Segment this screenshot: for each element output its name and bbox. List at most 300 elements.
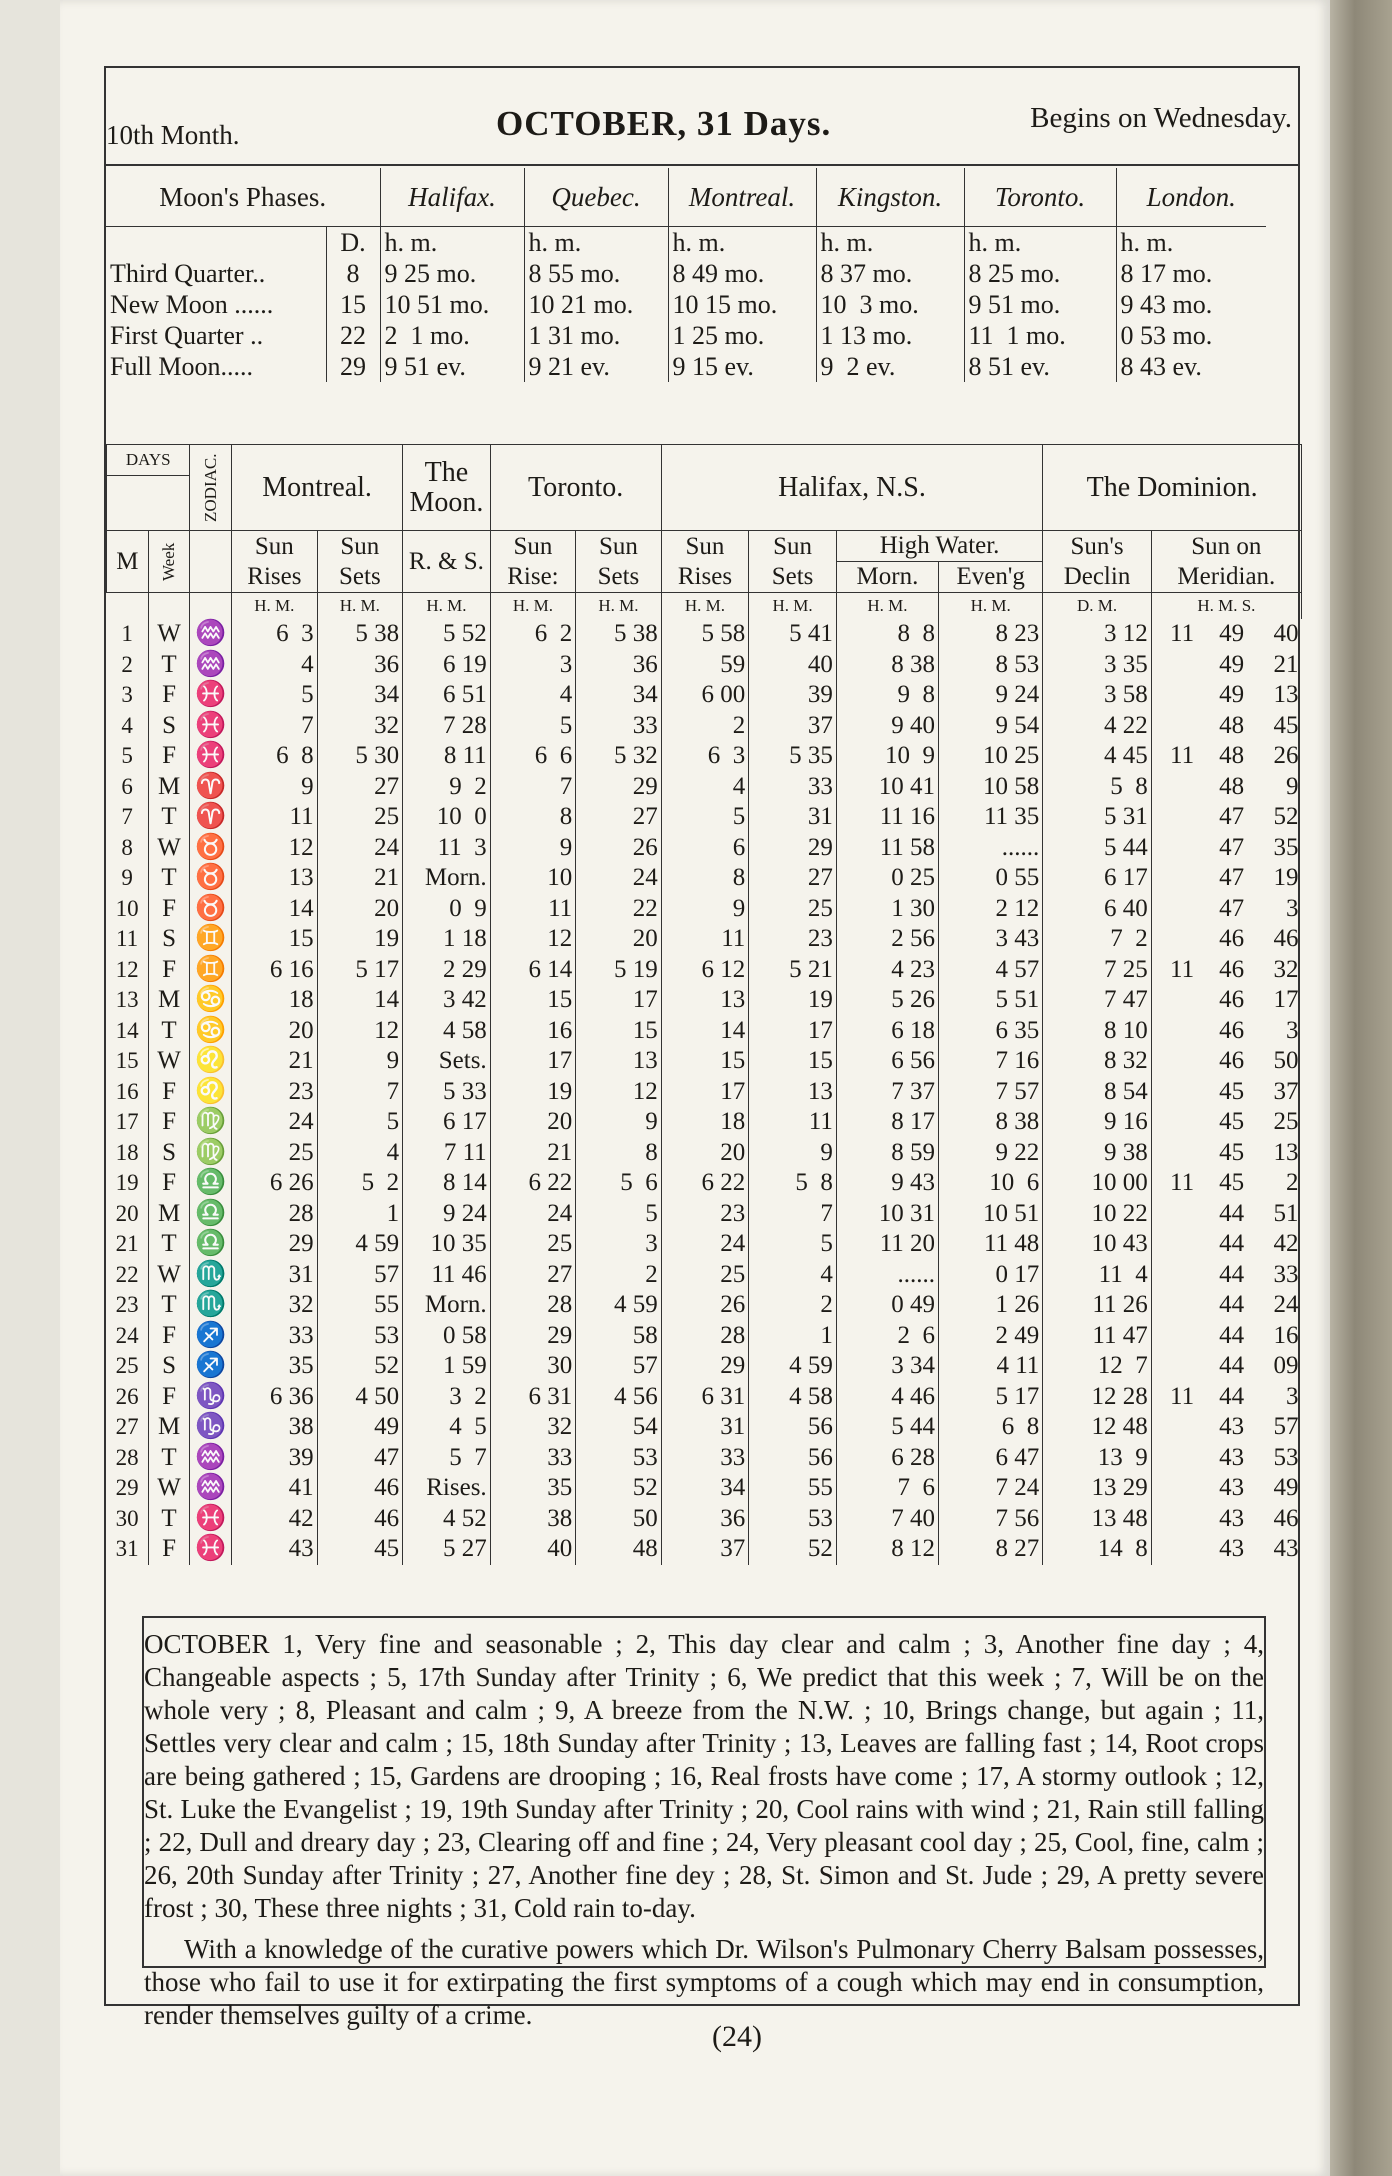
unit: D. M. [1043, 593, 1151, 620]
meridian-second: 37 [1273, 1077, 1299, 1105]
halifax-sunrise: 6 00 [661, 680, 749, 711]
high-water-evening: 2 49 [939, 1321, 1043, 1352]
high-water-morning: 7 37 [836, 1077, 938, 1108]
montreal-sunset: 49 [317, 1412, 403, 1443]
montreal-sunset: 32 [317, 711, 403, 742]
moon-rise-set: 1 59 [403, 1351, 491, 1382]
montreal-rises-header: Sun Rises [232, 531, 318, 593]
phase-time: 2 1 mo. [380, 320, 524, 351]
halifax-sunset: 5 35 [749, 741, 837, 772]
table-row [107, 1443, 1302, 1474]
day-number: 25 [107, 1351, 149, 1382]
high-water-evening: 9 22 [939, 1138, 1043, 1169]
zodiac-sign: ♏ [190, 1260, 232, 1291]
sun-declination: 13 9 [1043, 1443, 1151, 1474]
phase-time-unit: h. m. [380, 227, 524, 259]
day-number: 30 [107, 1504, 149, 1535]
phases-header-montreal: Montreal. [668, 168, 816, 227]
phase-time: 10 15 mo. [668, 289, 816, 320]
day-number: 8 [107, 833, 149, 864]
day-number: 7 [107, 802, 149, 833]
day-number: 9 [107, 863, 149, 894]
montreal-sets-header: Sun Sets [317, 531, 403, 593]
sun-declination: 8 54 [1043, 1077, 1151, 1108]
moon-rise-set: 5 27 [403, 1534, 491, 1565]
zodiac-sign: ♑ [190, 1412, 232, 1443]
moon-rise-set: 6 19 [403, 650, 491, 681]
phase-time: 9 2 ev. [816, 351, 964, 382]
high-water-morning: 10 31 [836, 1199, 938, 1230]
weekday: F [148, 1107, 190, 1138]
meridian-hour [1151, 1351, 1197, 1382]
moon-rise-set: 11 46 [403, 1260, 491, 1291]
weekday: S [148, 1138, 190, 1169]
toronto-sunrise: 4 [490, 680, 576, 711]
weekday: S [148, 711, 190, 742]
halifax-sunset: 53 [749, 1504, 837, 1535]
toronto-header: Toronto. [490, 445, 661, 531]
toronto-sunrise: 19 [490, 1077, 576, 1108]
weekday: F [148, 741, 190, 772]
weekday: T [148, 1504, 190, 1535]
phases-header-london: London. [1116, 168, 1266, 227]
table-row [107, 863, 1302, 894]
sun-declination: 10 22 [1043, 1199, 1151, 1230]
phase-row [106, 258, 1266, 289]
sun-declination: 7 47 [1043, 985, 1151, 1016]
phase-time: 10 51 mo. [380, 289, 524, 320]
zodiac-sign: ♎ [190, 1168, 232, 1199]
moon-rise-set: 4 5 [403, 1412, 491, 1443]
meridian-hour [1151, 1321, 1197, 1352]
moon-rise-set: 5 7 [403, 1443, 491, 1474]
unit: H. M. S. [1151, 593, 1301, 620]
month-number: 10th Month. [106, 120, 240, 150]
phase-time: 0 53 mo. [1120, 321, 1213, 350]
day-number: 13 [107, 985, 149, 1016]
table-row [107, 802, 1302, 833]
meridian-second: 45 [1273, 711, 1299, 739]
phase-time-unit: h. m. [1120, 228, 1174, 257]
month-day-header: M [107, 531, 149, 593]
toronto-sunset: 2 [576, 1260, 662, 1291]
moon-rise-set: 8 11 [403, 741, 491, 772]
high-water-evening: 0 55 [939, 863, 1043, 894]
meridian-hour [1151, 1046, 1197, 1077]
montreal-sunset: 53 [317, 1321, 403, 1352]
toronto-sunset: 13 [576, 1046, 662, 1077]
high-water-evening: 11 48 [939, 1229, 1043, 1260]
moon-rise-set: Morn. [403, 1290, 491, 1321]
halifax-sunset: 39 [749, 680, 837, 711]
meridian-second: 3 [1286, 1016, 1299, 1044]
high-water-evening: 7 57 [939, 1077, 1043, 1108]
halifax-sunset: 56 [749, 1412, 837, 1443]
toronto-sunset: 27 [576, 802, 662, 833]
toronto-sunset: 53 [576, 1443, 662, 1474]
sun-declination: 13 29 [1043, 1473, 1151, 1504]
meridian-second: 51 [1273, 1199, 1299, 1227]
high-water-morning: 2 56 [836, 924, 938, 955]
phase-time: 9 51 mo. [964, 289, 1116, 320]
montreal-sunrise: 42 [232, 1504, 318, 1535]
zodiac-sign: ♓ [190, 1504, 232, 1535]
high-water-morning: 5 26 [836, 985, 938, 1016]
meridian-second: 3 [1286, 894, 1299, 922]
day-number: 23 [107, 1290, 149, 1321]
toronto-sunset: 34 [576, 680, 662, 711]
phase-day: 22 [326, 320, 380, 351]
halifax-sunrise: 24 [661, 1229, 749, 1260]
montreal-sunset: 24 [317, 833, 403, 864]
toronto-sunrise: 12 [490, 924, 576, 955]
montreal-sunrise: 43 [232, 1534, 318, 1565]
table-row [107, 1199, 1302, 1230]
phase-time-unit: h. m. [816, 227, 964, 259]
weekday: W [148, 619, 190, 650]
montreal-sunrise: 20 [232, 1016, 318, 1047]
halifax-sunrise: 59 [661, 650, 749, 681]
toronto-sunrise: 29 [490, 1321, 576, 1352]
montreal-sunset: 36 [317, 650, 403, 681]
table-row [107, 833, 1302, 864]
toronto-sunrise: 6 14 [490, 955, 576, 986]
day-number: 6 [107, 772, 149, 803]
moon-rise-set: 6 17 [403, 1107, 491, 1138]
unit: H. M. [661, 593, 749, 620]
montreal-sunset: 25 [317, 802, 403, 833]
halifax-sunset: 37 [749, 711, 837, 742]
sun-declination: 5 8 [1043, 772, 1151, 803]
meridian-second: 16 [1273, 1321, 1299, 1349]
table-row [107, 1046, 1302, 1077]
moon-rise-set: 2 29 [403, 955, 491, 986]
meridian-minute: 46 [1219, 925, 1245, 952]
toronto-sunset: 52 [576, 1473, 662, 1504]
day-number: 11 [107, 924, 149, 955]
table-row [107, 1138, 1302, 1169]
zodiac-sign: ♋ [190, 985, 232, 1016]
unit: H. M. [836, 593, 938, 620]
montreal-header: Montreal. [232, 445, 403, 531]
moon-rise-set: 6 51 [403, 680, 491, 711]
moon-rise-set: 4 58 [403, 1016, 491, 1047]
toronto-sunset: 57 [576, 1351, 662, 1382]
meridian-minute: 45 [1219, 1138, 1245, 1166]
halifax-sunset: 9 [749, 1138, 837, 1169]
high-water-evening: 8 38 [939, 1107, 1043, 1138]
table-row [107, 1321, 1302, 1352]
unit: H. M. [576, 593, 662, 620]
high-water-morning: 5 44 [836, 1412, 938, 1443]
page-number: (24) [712, 2020, 762, 2053]
meridian-minute: 44 [1219, 1291, 1245, 1318]
dominion-header: The Dominion. [1043, 445, 1302, 531]
phase-time: 1 25 mo. [668, 320, 816, 351]
montreal-sunrise: 38 [232, 1412, 318, 1443]
zodiac-sign: ♐ [190, 1351, 232, 1382]
day-number: 19 [107, 1168, 149, 1199]
zodiac-sign: ♉ [190, 833, 232, 864]
weekday: W [148, 1473, 190, 1504]
day-number: 15 [107, 1046, 149, 1077]
toronto-sunset: 15 [576, 1016, 662, 1047]
montreal-sunrise: 18 [232, 985, 318, 1016]
meridian-hour [1151, 1290, 1197, 1321]
sun-declination: 10 43 [1043, 1229, 1151, 1260]
meridian-minute: 48 [1219, 742, 1245, 769]
zodiac-sign: ♒ [190, 1473, 232, 1504]
sun-declination: 12 48 [1043, 1412, 1151, 1443]
day-number: 5 [107, 741, 149, 772]
meridian-second: 25 [1273, 1108, 1299, 1135]
phase-time: 9 25 mo. [380, 258, 524, 289]
montreal-sunset: 5 2 [317, 1168, 403, 1199]
phase-name: Full Moon..... [106, 351, 326, 382]
sun-declination: 3 58 [1043, 680, 1151, 711]
table-row [107, 1260, 1302, 1291]
meridian-minute: 44 [1219, 1260, 1245, 1288]
phase-name: Third Quarter.. [106, 258, 326, 289]
meridian-hour [1151, 894, 1197, 925]
meridian-hour [1151, 1443, 1197, 1474]
toronto-sunset: 5 38 [576, 619, 662, 650]
phases-header-toronto: Toronto. [964, 168, 1116, 227]
table-row [107, 1016, 1302, 1047]
toronto-sunrise: 6 6 [490, 741, 576, 772]
week-header: Week [148, 531, 190, 593]
moon-rise-set: 11 3 [403, 833, 491, 864]
sun-declination: 9 38 [1043, 1138, 1151, 1169]
phase-day: 29 [326, 351, 380, 382]
montreal-sunrise: 21 [232, 1046, 318, 1077]
moon-rise-set: 5 33 [403, 1077, 491, 1108]
sun-declination: 4 22 [1043, 711, 1151, 742]
halifax-sunrise: 33 [661, 1443, 749, 1474]
montreal-sunset: 9 [317, 1046, 403, 1077]
weekday: W [148, 1260, 190, 1291]
zodiac-sign: ♈ [190, 802, 232, 833]
toronto-sunrise: 28 [490, 1290, 576, 1321]
table-row [107, 619, 1302, 650]
moon-rs-header: R. & S. [403, 531, 491, 593]
sun-declination: 5 31 [1043, 802, 1151, 833]
meridian-minute: 44 [1219, 1199, 1245, 1227]
high-water-evening: 8 53 [939, 650, 1043, 681]
sun-declination: 13 48 [1043, 1504, 1151, 1535]
high-water-evening: 6 35 [939, 1016, 1043, 1047]
montreal-sunrise: 7 [232, 711, 318, 742]
month-title: OCTOBER, 31 Days. [496, 104, 832, 143]
halifax-sunrise: 5 [661, 802, 749, 833]
meridian-hour: 11 [1170, 1169, 1195, 1196]
meridian-hour [1151, 833, 1197, 864]
notes-box [142, 1616, 1266, 2030]
zodiac-sign: ♏ [190, 1290, 232, 1321]
high-water-evening: 5 17 [939, 1382, 1043, 1413]
halifax-sunset: 23 [749, 924, 837, 955]
meridian-second: 09 [1273, 1352, 1299, 1379]
high-water-morning: 7 6 [836, 1473, 938, 1504]
meridian-minute: 48 [1219, 772, 1245, 800]
weekday: T [148, 863, 190, 894]
toronto-sunrise: 16 [490, 1016, 576, 1047]
toronto-sunrise: 8 [490, 802, 576, 833]
zodiac-sign: ♓ [190, 1534, 232, 1565]
high-water-morning: 9 43 [836, 1168, 938, 1199]
moon-rise-set: 3 2 [403, 1382, 491, 1413]
weekday: M [148, 1199, 190, 1230]
weekday: F [148, 955, 190, 986]
montreal-sunset: 4 59 [317, 1229, 403, 1260]
weekday: T [148, 1443, 190, 1474]
weekday: T [148, 1016, 190, 1047]
high-water-morning: 8 38 [836, 650, 938, 681]
high-water-morning: 4 23 [836, 955, 938, 986]
day-number: 24 [107, 1321, 149, 1352]
halifax-sunrise: 29 [661, 1351, 749, 1382]
weekday: M [148, 772, 190, 803]
meridian-minute: 47 [1219, 864, 1245, 891]
toronto-sunset: 50 [576, 1504, 662, 1535]
montreal-sunset: 5 17 [317, 955, 403, 986]
table-row [107, 741, 1302, 772]
montreal-sunrise: 31 [232, 1260, 318, 1291]
halifax-sunset: 19 [749, 985, 837, 1016]
halifax-sunset: 5 21 [749, 955, 837, 986]
toronto-sunrise: 25 [490, 1229, 576, 1260]
meridian-minute: 49 [1219, 620, 1245, 647]
montreal-sunrise: 29 [232, 1229, 318, 1260]
table-row [107, 1107, 1302, 1138]
high-water-evening: 7 24 [939, 1473, 1043, 1504]
moon-rise-set: 8 14 [403, 1168, 491, 1199]
phase-name: New Moon ...... [106, 289, 326, 320]
sun-declination: 6 17 [1043, 863, 1151, 894]
high-water-morning: 8 59 [836, 1138, 938, 1169]
montreal-sunrise: 25 [232, 1138, 318, 1169]
moon-rise-set: Sets. [403, 1046, 491, 1077]
high-water-morning: 10 41 [836, 772, 938, 803]
halifax-sunset: 7 [749, 1199, 837, 1230]
toronto-sunrise: 32 [490, 1412, 576, 1443]
weather-forecast: OCTOBER 1, Very fine and seasonable ; 2, This day clear and calm ; 3, Another fine day ; 4, Changeable aspects ; 5, 17th Sunday after Trinity ; 6, We predict that this week ; 7, Will be on the whole very ; 8, Pleasant and calm ; 9, A breeze from the N.W. ; 10, Brings change, but again ; 11, Settles very clear and calm ; 15, 18th Sunday after Trinity ; 13, Leaves are falling fast ; 14, Root crops are being gathered ; 15, Gardens are drooping ; 16, Real frosts have come ; 17, A stormy outlook ; 12, St. Luke the Evangelist ; 19, 19th Sunday after Trinity ; 20, Cool rains with wind ; 21, Rain still falling ; 22, Dull and dreary day ; 23, Clearing off and fine ; 24, Very pleasant cool day ; 25, Cool, fine, calm ; 26, 20th Sunday after Trinity ; 27, Another fine dey ; 28, St. Simon and St. Jude ; 29, A pretty severe frost ; 30, These three nights ; 31, Cold rain to-day. [144, 1629, 1264, 1923]
high-water-morning: 6 28 [836, 1443, 938, 1474]
moon-rise-set: Morn. [403, 863, 491, 894]
toronto-sunset: 5 6 [576, 1168, 662, 1199]
high-water-evening: 7 16 [939, 1046, 1043, 1077]
montreal-sunset: 47 [317, 1443, 403, 1474]
high-water-evening: 9 24 [939, 680, 1043, 711]
toronto-sunrise: 6 31 [490, 1382, 576, 1413]
moon-rise-set: 9 24 [403, 1199, 491, 1230]
moon-rise-set: 7 28 [403, 711, 491, 742]
meridian-second: 21 [1273, 650, 1299, 678]
meridian-hour: 11 [1170, 742, 1195, 769]
high-water-morning: 11 58 [836, 833, 938, 864]
halifax-sunrise: 34 [661, 1473, 749, 1504]
weekday: F [148, 680, 190, 711]
halifax-sunrise: 5 58 [661, 619, 749, 650]
day-number: 1 [107, 619, 149, 650]
phase-time-unit: h. m. [524, 227, 668, 259]
meridian-hour [1151, 863, 1197, 894]
sun-declination: 10 00 [1043, 1168, 1151, 1199]
table-row [107, 1290, 1302, 1321]
sun-declination: 3 12 [1043, 619, 1151, 650]
halifax-sunrise: 18 [661, 1107, 749, 1138]
high-water-morning: 11 20 [836, 1229, 938, 1260]
meridian-hour [1151, 1138, 1197, 1169]
weekday: F [148, 1321, 190, 1352]
zodiac-sign: ♊ [190, 924, 232, 955]
meridian-second: 57 [1273, 1413, 1299, 1440]
toronto-sunrise: 6 2 [490, 619, 576, 650]
high-water-morn-header: Morn. [836, 562, 938, 593]
table-row [107, 1168, 1302, 1199]
meridian-hour [1151, 1107, 1197, 1138]
zodiac-sign: ♎ [190, 1199, 232, 1230]
halifax-sunset: 4 [749, 1260, 837, 1291]
high-water-morning: 8 17 [836, 1107, 938, 1138]
high-water-evening: 6 47 [939, 1443, 1043, 1474]
high-water-morning: 4 46 [836, 1382, 938, 1413]
table-row [107, 1382, 1302, 1413]
toronto-sunset: 4 56 [576, 1382, 662, 1413]
weekday: S [148, 1351, 190, 1382]
meridian-minute: 44 [1219, 1382, 1245, 1410]
sun-declination: 7 2 [1043, 924, 1151, 955]
high-water-morning: 9 8 [836, 680, 938, 711]
meridian-hour [1151, 1504, 1197, 1535]
montreal-sunrise: 6 36 [232, 1382, 318, 1413]
meridian-minute: 46 [1219, 986, 1245, 1013]
halifax-sunset: 29 [749, 833, 837, 864]
sun-declination: 3 35 [1043, 650, 1151, 681]
halifax-sunrise: 37 [661, 1534, 749, 1565]
halifax-sunset: 13 [749, 1077, 837, 1108]
meridian-hour [1151, 1229, 1197, 1260]
sun-declination: 11 26 [1043, 1290, 1151, 1321]
meridian-minute: 44 [1219, 1352, 1245, 1379]
montreal-sunrise: 6 16 [232, 955, 318, 986]
toronto-sunrise: 35 [490, 1473, 576, 1504]
high-water-evening: 2 12 [939, 894, 1043, 925]
phase-time: 11 1 mo. [964, 320, 1116, 351]
moon-rise-set: 10 0 [403, 802, 491, 833]
toronto-sunset: 9 [576, 1107, 662, 1138]
montreal-sunrise: 5 [232, 680, 318, 711]
montreal-sunset: 1 [317, 1199, 403, 1230]
high-water-evening: 10 25 [939, 741, 1043, 772]
meridian-hour [1151, 802, 1197, 833]
montreal-sunrise: 6 8 [232, 741, 318, 772]
toronto-sunrise: 11 [490, 894, 576, 925]
table-row [107, 1504, 1302, 1535]
high-water-evening: 0 17 [939, 1260, 1043, 1291]
toronto-sunset: 48 [576, 1534, 662, 1565]
toronto-sunset: 3 [576, 1229, 662, 1260]
unit: H. M. [490, 593, 576, 620]
phases-units-row [106, 227, 1266, 259]
phases-body [106, 227, 1266, 383]
daily-table [106, 444, 1302, 1565]
meridian-second: 9 [1286, 772, 1299, 800]
phase-day-unit: D. [326, 227, 380, 259]
table-row [107, 1229, 1302, 1260]
high-water-evening: 1 26 [939, 1290, 1043, 1321]
high-water-morning: 11 16 [836, 802, 938, 833]
